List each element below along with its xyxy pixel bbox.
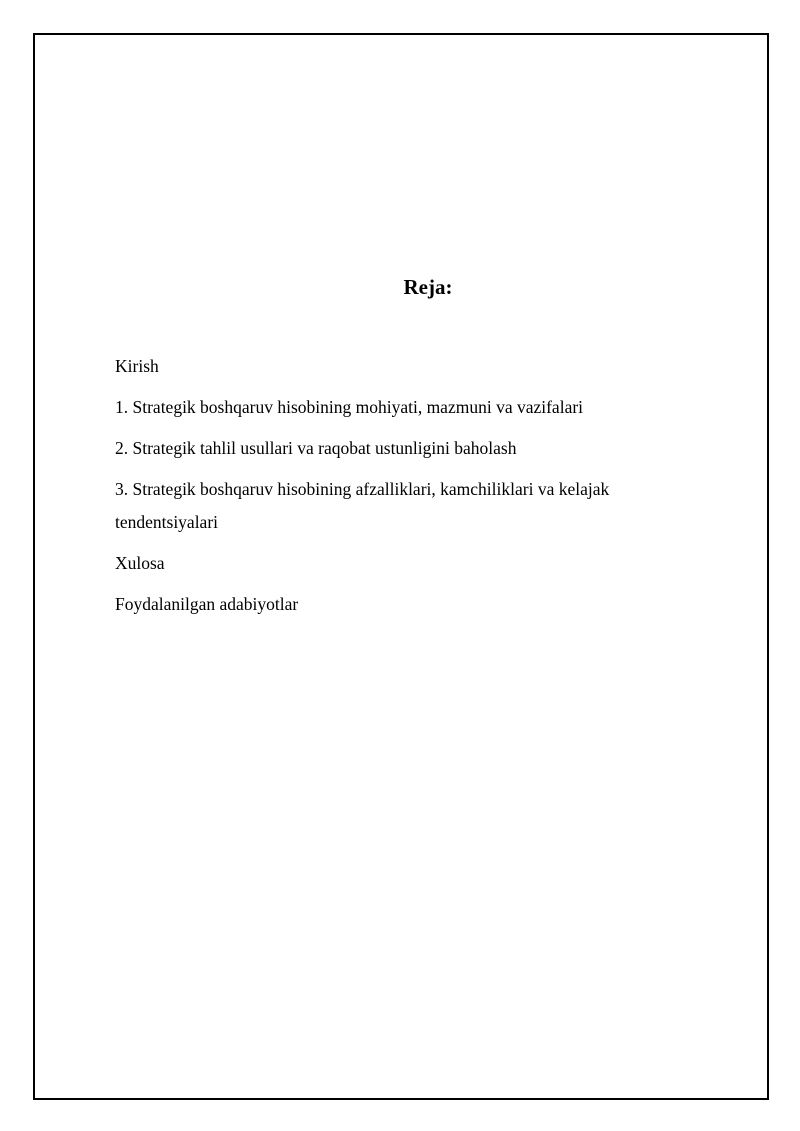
toc-item-chapter-1: 1. Strategik boshqaruv hisobining mohiyati, mazmuni va vazifalari	[115, 397, 584, 417]
page-title: Reja:	[403, 275, 453, 299]
toc-item-bibliography: Foydalanilgan adabiyotlar	[115, 594, 299, 614]
toc-item-chapter-3: 3. Strategik boshqaruv hisobining afzalliklari, kamchiliklari va kelajak tendentsiyalari	[115, 479, 610, 532]
toc-item-introduction: Kirish	[115, 356, 159, 376]
table-of-contents	[115, 350, 675, 629]
toc-item-conclusion: Xulosa	[115, 553, 165, 573]
toc-item-chapter-2: 2. Strategik tahlil usullari va raqobat ustunligini baholash	[115, 438, 517, 458]
